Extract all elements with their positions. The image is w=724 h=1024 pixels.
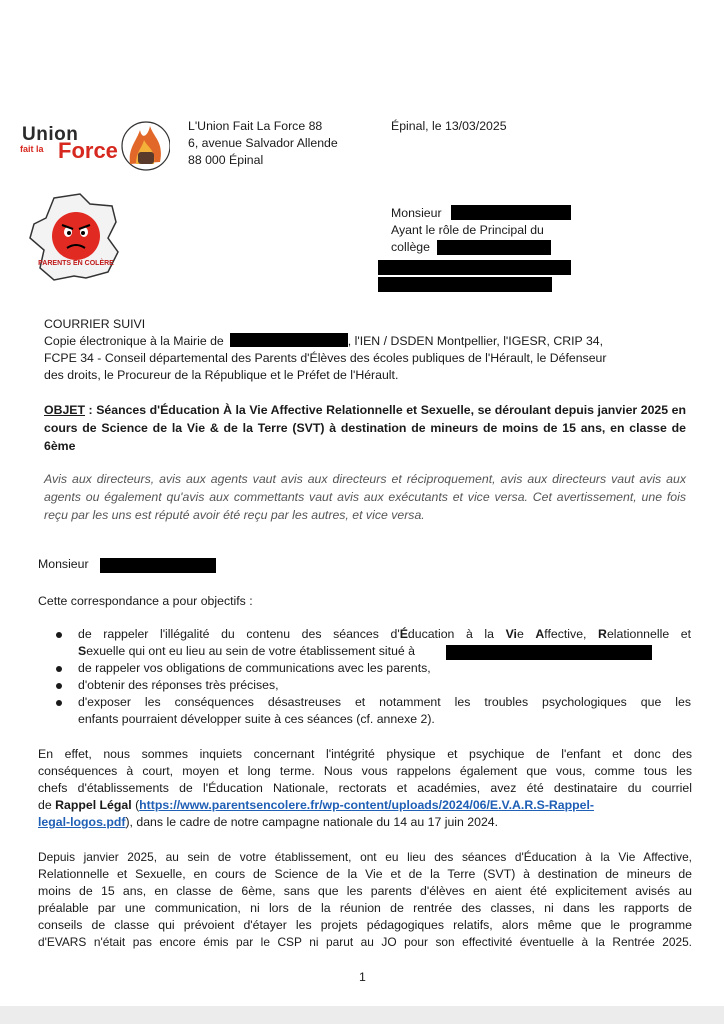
bullet-item-4: d'exposer les conséquences désastreuses et notamment les troubles psychologiques que les: [78, 695, 691, 709]
paragraph-2-line-1: Depuis janvier 2025, au sein de votre établissement, ont eu lieu des séances d'Éducation à la Vie Affective,: [38, 850, 692, 864]
objet-paragraph: [44, 401, 686, 455]
redaction-bar: [378, 260, 571, 275]
copie-start: Copie électronique à la Mairie de: [44, 334, 224, 348]
paragraph-2-line-2: Relationnelle et Sexuelle, en cours de Science de la Vie et de la Terre (SVT) à destination de mineurs de: [38, 867, 692, 881]
paragraph-1-line-3: chefs d'établissements de l'Éducation Nationale, rectorats et académies, avez été destinataire du courriel: [38, 781, 692, 795]
rappel-legal-label: Rappel Légal: [55, 798, 132, 812]
bullet-dot: [56, 700, 62, 706]
bullet-text: elationnelle et: [606, 627, 691, 641]
paragraph-1-line-1: En effet, nous sommes inquiets concernant l'intégrité physique et psychique de l'enfant et donc des: [38, 747, 692, 761]
paragraph-2-line-6: d'EVARS n'était pas encore émis par le CSP ni parut au JO pour son effectivité éventuelle à la Rentrée 2025.: [38, 935, 692, 949]
paragraph-2-line-4: préalable par une communication, ni lors de la réunion de rentrée des classes, ni dans les rapports de: [38, 901, 692, 915]
recipient-title: Monsieur: [391, 206, 442, 220]
redaction-bar: [378, 277, 552, 292]
paragraph-text: (: [131, 798, 140, 812]
salutation: Monsieur: [38, 557, 89, 571]
rappel-legal-link-cont[interactable]: legal-logos.pdf: [38, 815, 126, 829]
page-number: 1: [359, 970, 366, 984]
bullet-dot: [56, 632, 62, 638]
copie-line-2: FCPE 34 - Conseil départemental des Parents d'Élèves des écoles publiques de l'Hérault, le Défenseur: [44, 351, 607, 365]
sender-name: L'Union Fait La Force 88: [188, 119, 323, 133]
rappel-legal-link[interactable]: https://www.parentsencolere.fr/wp-content/uploads/2024/06/E.V.A.R.S-Rappel-: [139, 798, 595, 812]
union-small-word: fait la: [20, 144, 44, 154]
recipient-college: collège: [391, 240, 430, 254]
bullet-dot: [56, 666, 62, 672]
objet-text: : Séances d'Éducation À la Vie Affective Relationnelle et Sexuelle, se déroulant depuis janvier 2025 en cours de Science de la Vie & de la Terre (SVT) à destination de mineurs de moins de 15 ans, en classe de 6ème: [44, 403, 686, 453]
paragraph-1-line-5: [38, 814, 692, 831]
sender-street: 6, avenue Salvador Allende: [188, 136, 338, 150]
parents-en-colere-logo: [24, 192, 126, 284]
bullet-item-3: d'obtenir des réponses très précises,: [78, 678, 279, 692]
recipient-role: Ayant le rôle de Principal du: [391, 223, 544, 237]
bullet-initial: R: [598, 627, 607, 641]
force-word: Force: [58, 138, 118, 163]
paragraph-2-line-5: conseils de classe qui prévoient d'étayer les projets pédagogiques relatifs, alors même que le programme: [38, 918, 692, 932]
redaction-bar: [437, 240, 551, 255]
courrier-suivi-title: COURRIER SUIVI: [44, 317, 146, 331]
bullet-dot: [56, 683, 62, 689]
date-line: Épinal, le 13/03/2025: [391, 119, 507, 133]
objectifs-intro: Cette correspondance a pour objectifs :: [38, 594, 253, 608]
bullet-item-4-cont: enfants pourraient développer suite à ces séances (cf. annexe 2).: [78, 712, 435, 726]
bullet-text: exuelle qui ont eu lieu au sein de votre établissement situé à: [86, 644, 416, 658]
bullet-text: ffective,: [544, 627, 599, 641]
paragraph-1-line-2: conséquences à court, moyen et long terme. Nous vous rappelons également que vous, comme tous les: [38, 764, 692, 778]
paragraph-1-line-4: [38, 797, 692, 814]
parents-en-colere-text: PARENTS EN COLÈRE: [38, 260, 114, 267]
bullet-item-1: [78, 626, 691, 643]
france-map-icon: [24, 192, 126, 284]
redaction-bar: [446, 645, 652, 660]
paragraph-text: ), dans le cadre de notre campagne nationale du 14 au 17 juin 2024.: [125, 815, 499, 829]
sender-city: 88 000 Épinal: [188, 153, 264, 167]
avis-paragraph: Avis aux directeurs, avis aux agents vaut avis aux directeurs et réciproquement, avis aux directeurs vaut avis aux agents ou également qu'avis aux commettants vaut avis aux exécutants et vice versa. Cet avertissement, une fois reçu par les uns est réputé avoir été reçu par les autres, et vice versa.: [44, 472, 686, 522]
copie-line: [44, 333, 696, 350]
bullet-initial: Vi: [505, 627, 517, 641]
redaction-bar: [451, 205, 571, 220]
paragraph-2-line-3: moins de 15 ans, en classe de 6ème, sans que les parents d'élèves en aient été explicitement avisés au: [38, 884, 692, 898]
union-logo: [18, 118, 170, 174]
bullet-initial: É: [399, 627, 408, 641]
union-word: Union: [22, 124, 79, 145]
bullet-initial: S: [78, 644, 87, 658]
copie-rest: , l'IEN / DSDEN Montpellier, l'IGESR, CRIP 34,: [347, 334, 604, 348]
bullet-item-2: de rappeler vos obligations de communications avec les parents,: [78, 661, 431, 675]
bullet-text: de rappeler l'illégalité du contenu des séances d': [78, 627, 400, 641]
bullet-text: ducation à la: [407, 627, 506, 641]
bullet-initial: A: [535, 627, 545, 641]
redaction-bar: [100, 558, 216, 573]
bullet-text: e: [516, 627, 536, 641]
copie-line-3: des droits, le Procureur de la République et le Préfet de l'Hérault.: [44, 368, 399, 382]
objet-label: OBJET: [44, 403, 85, 417]
paragraph-text: de: [38, 798, 56, 812]
redaction-bar: [230, 333, 348, 347]
